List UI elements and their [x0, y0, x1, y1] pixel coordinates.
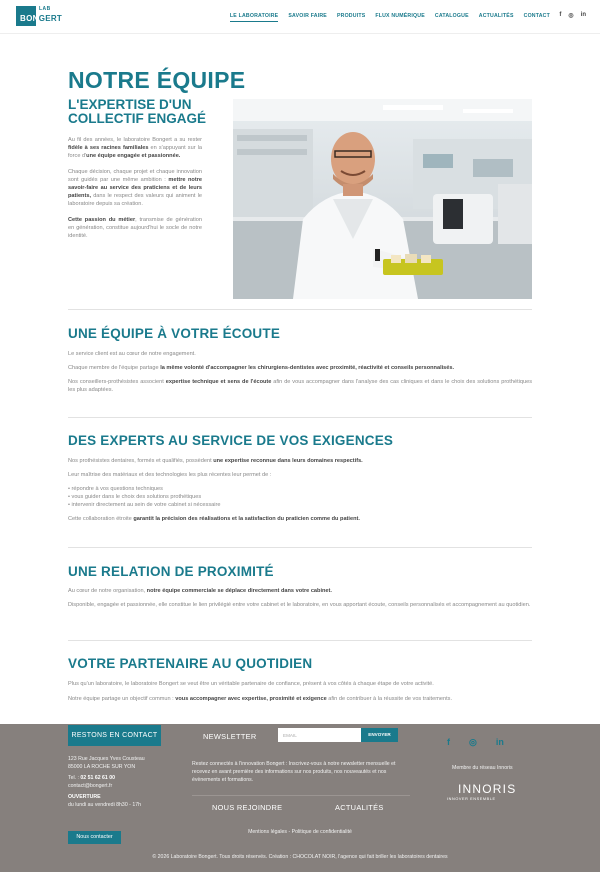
instagram-icon[interactable]: ◎: [469, 737, 477, 747]
intro-paragraph-2: Chaque décision, chaque projet et chaque innovation sont guidés par une même ambition : mettre notre savoir-faire au service des praticiens et de leurs patients, dans le respect des valeurs qui animent le laboratoire depuis sa création.: [68, 169, 202, 207]
footer-address: [68, 756, 178, 810]
facebook-icon[interactable]: f: [559, 12, 562, 18]
ecoute-paragraph-1: Le service client est au cœur de notre engagement.: [68, 351, 196, 357]
nav-actualites[interactable]: ACTUALITÉS: [478, 13, 514, 19]
section-title-proximite: UNE RELATION DE PROXIMITÉ: [68, 564, 274, 579]
nav-savoir-faire[interactable]: SAVOIR FAIRE: [288, 13, 327, 19]
nav-contact[interactable]: CONTACT: [523, 13, 550, 19]
section-divider: [68, 309, 532, 310]
logo-lab: LAB: [39, 6, 51, 12]
intro-paragraph-1: Au fil des années, le laboratoire Bongert a su rester fidèle à ses racines familiales en s'appuyant sur la force d'une équipe engagée et passionnée.: [68, 137, 202, 159]
section-text-ecoute: [68, 350, 532, 394]
address-line-2: 85000 LA ROCHE SUR YON: [68, 763, 136, 770]
experts-paragraph-3: Cette collaboration étroite garantit la précision des réalisations et la satisfaction du praticien comme du patient.: [68, 516, 360, 522]
page-title: NOTRE ÉQUIPE: [68, 67, 246, 93]
nav-le-laboratoire[interactable]: LE LABORATOIRE: [230, 13, 278, 22]
section-text-experts: [68, 457, 532, 523]
intro-paragraph-3: Cette passion du métier, transmise de génération en génération, constitue aujourd'hui le socle de notre identité.: [68, 217, 202, 239]
section-divider: [68, 417, 532, 418]
nav-flux-numerique[interactable]: FLUX NUMÉRIQUE: [375, 13, 425, 19]
nav-catalogue[interactable]: CATALOGUE: [434, 13, 469, 19]
email-link[interactable]: contact@bongert.fr: [68, 782, 113, 789]
section-text-partenaire: [68, 680, 532, 703]
linkedin-icon[interactable]: in: [495, 737, 504, 747]
section-divider: [68, 547, 532, 548]
hours: du lundi au vendredi 8h30 - 17h: [68, 801, 141, 808]
member-text: Membre du réseau Innoris: [452, 765, 513, 771]
section-title-experts: DES EXPERTS AU SERVICE DE VOS EXIGENCES: [68, 433, 394, 448]
partenaire-paragraph-1: Plus qu'un laboratoire, le laboratoire Bongert se veut être un véritable partenaire de confiance, présent à vos côtés à chaque étape de votre activité.: [68, 681, 434, 687]
experts-bullet-list: [68, 485, 532, 509]
section-title-ecoute: UNE ÉQUIPE À VOTRE ÉCOUTE: [68, 326, 281, 341]
list-item: • intervenir directement au sein de votre cabinet si nécessaire: [68, 501, 532, 509]
phone[interactable]: Tel. : 02 51 62 61 00: [68, 775, 116, 782]
hero-subtitle: L'EXPERTISE D'UN COLLECTIF ENGAGÉ: [68, 97, 206, 126]
innoris-logo[interactable]: [445, 780, 525, 804]
legal-links[interactable]: Mentions légales - Politique de confidentialité: [248, 829, 352, 835]
copyright: © 2026 Laboratoire Bongert. Tous droits réservés. Création : CHOCOLAT NOIR, l'agence qui fait briller les laboratoires dentaires: [152, 854, 448, 860]
experts-paragraph-2: Leur maîtrise des matériaux et des technologies les plus récentes leur permet de :: [68, 472, 272, 478]
proximite-paragraph-1: Au cœur de notre organisation, notre équipe commerciale se déplace directement dans votre cabinet.: [68, 588, 332, 594]
newsletter-email-input[interactable]: [278, 728, 361, 742]
footer-divider: [192, 795, 410, 796]
nous-rejoindre-link[interactable]: NOUS REJOINDRE: [212, 803, 283, 812]
bongert-logo[interactable]: [16, 6, 62, 26]
actualites-link[interactable]: ACTUALITÉS: [335, 803, 384, 812]
experts-paragraph-1: Nos prothésistes dentaires, formés et qualifiés, possèdent une expertise reconnue dans leurs domaines respectifs.: [68, 458, 363, 464]
section-divider: [68, 640, 532, 641]
site-header: [0, 0, 600, 34]
linkedin-icon[interactable]: in: [580, 12, 586, 18]
list-item: • répondre à vos questions techniques: [68, 485, 532, 493]
newsletter-title: NEWSLETTER: [203, 732, 257, 741]
section-text-proximite: [68, 587, 532, 609]
section-title-partenaire: VOTRE PARTENAIRE AU QUOTIDIEN: [68, 656, 313, 671]
logo-brand: BONGERT: [20, 14, 63, 23]
innoris-wordmark: INNORIS: [458, 782, 517, 796]
list-item: • vous guider dans le choix des solutions prothétiques: [68, 493, 532, 501]
proximite-paragraph-2: Disponible, engagée et passionnée, elle constitue le lien privilégié entre votre cabinet et le laboratoire, en vous apportant écoute, conseils personnalisés et accompagnement au quotidien.: [68, 602, 531, 608]
nous-contacter-button[interactable]: Nous contacter: [68, 831, 121, 844]
hero-intro: [68, 136, 202, 248]
address-line-1: 123 Rue Jacques Yves Cousteau: [68, 756, 145, 762]
main-nav: [230, 13, 550, 22]
instagram-icon[interactable]: ◎: [568, 13, 574, 19]
restons-en-contact-button[interactable]: RESTONS EN CONTACT: [68, 725, 161, 746]
ecoute-paragraph-3: Nos conseillers-prothésistes associent expertise technique et sens de l'écoute afin de vous accompagner dans l'analyse des cas cliniques et dans le choix des solutions prothétiques les plus adaptées.: [68, 379, 532, 393]
ecoute-paragraph-2: Chaque membre de l'équipe partage la même volonté d'accompagner les chirurgiens-dentistes avec proximité, réactivité et conseils personnalisés.: [68, 365, 455, 371]
partenaire-paragraph-2: Notre équipe partage un objectif commun : vous accompagner avec expertise, proximité et exigence afin de contribuer à la réussite de vos traitements.: [68, 696, 453, 702]
hours-label: OUVERTURE: [68, 794, 101, 801]
facebook-icon[interactable]: f: [447, 737, 450, 747]
header-social: [559, 12, 586, 19]
nav-produits[interactable]: PRODUITS: [336, 13, 366, 19]
newsletter-text: Restez connectés à l'innovation Bongert : Inscrivez-vous à notre newsletter mensuelle et recevez en avant première des informations sur nos produits, nos nouveautés et nos évènements et formations.: [192, 761, 396, 783]
innoris-tagline: INNOVER ENSEMBLE: [447, 797, 496, 801]
team-photo: [233, 99, 532, 299]
footer-social: [447, 737, 504, 748]
envoyer-button[interactable]: ENVOYER: [361, 728, 398, 742]
